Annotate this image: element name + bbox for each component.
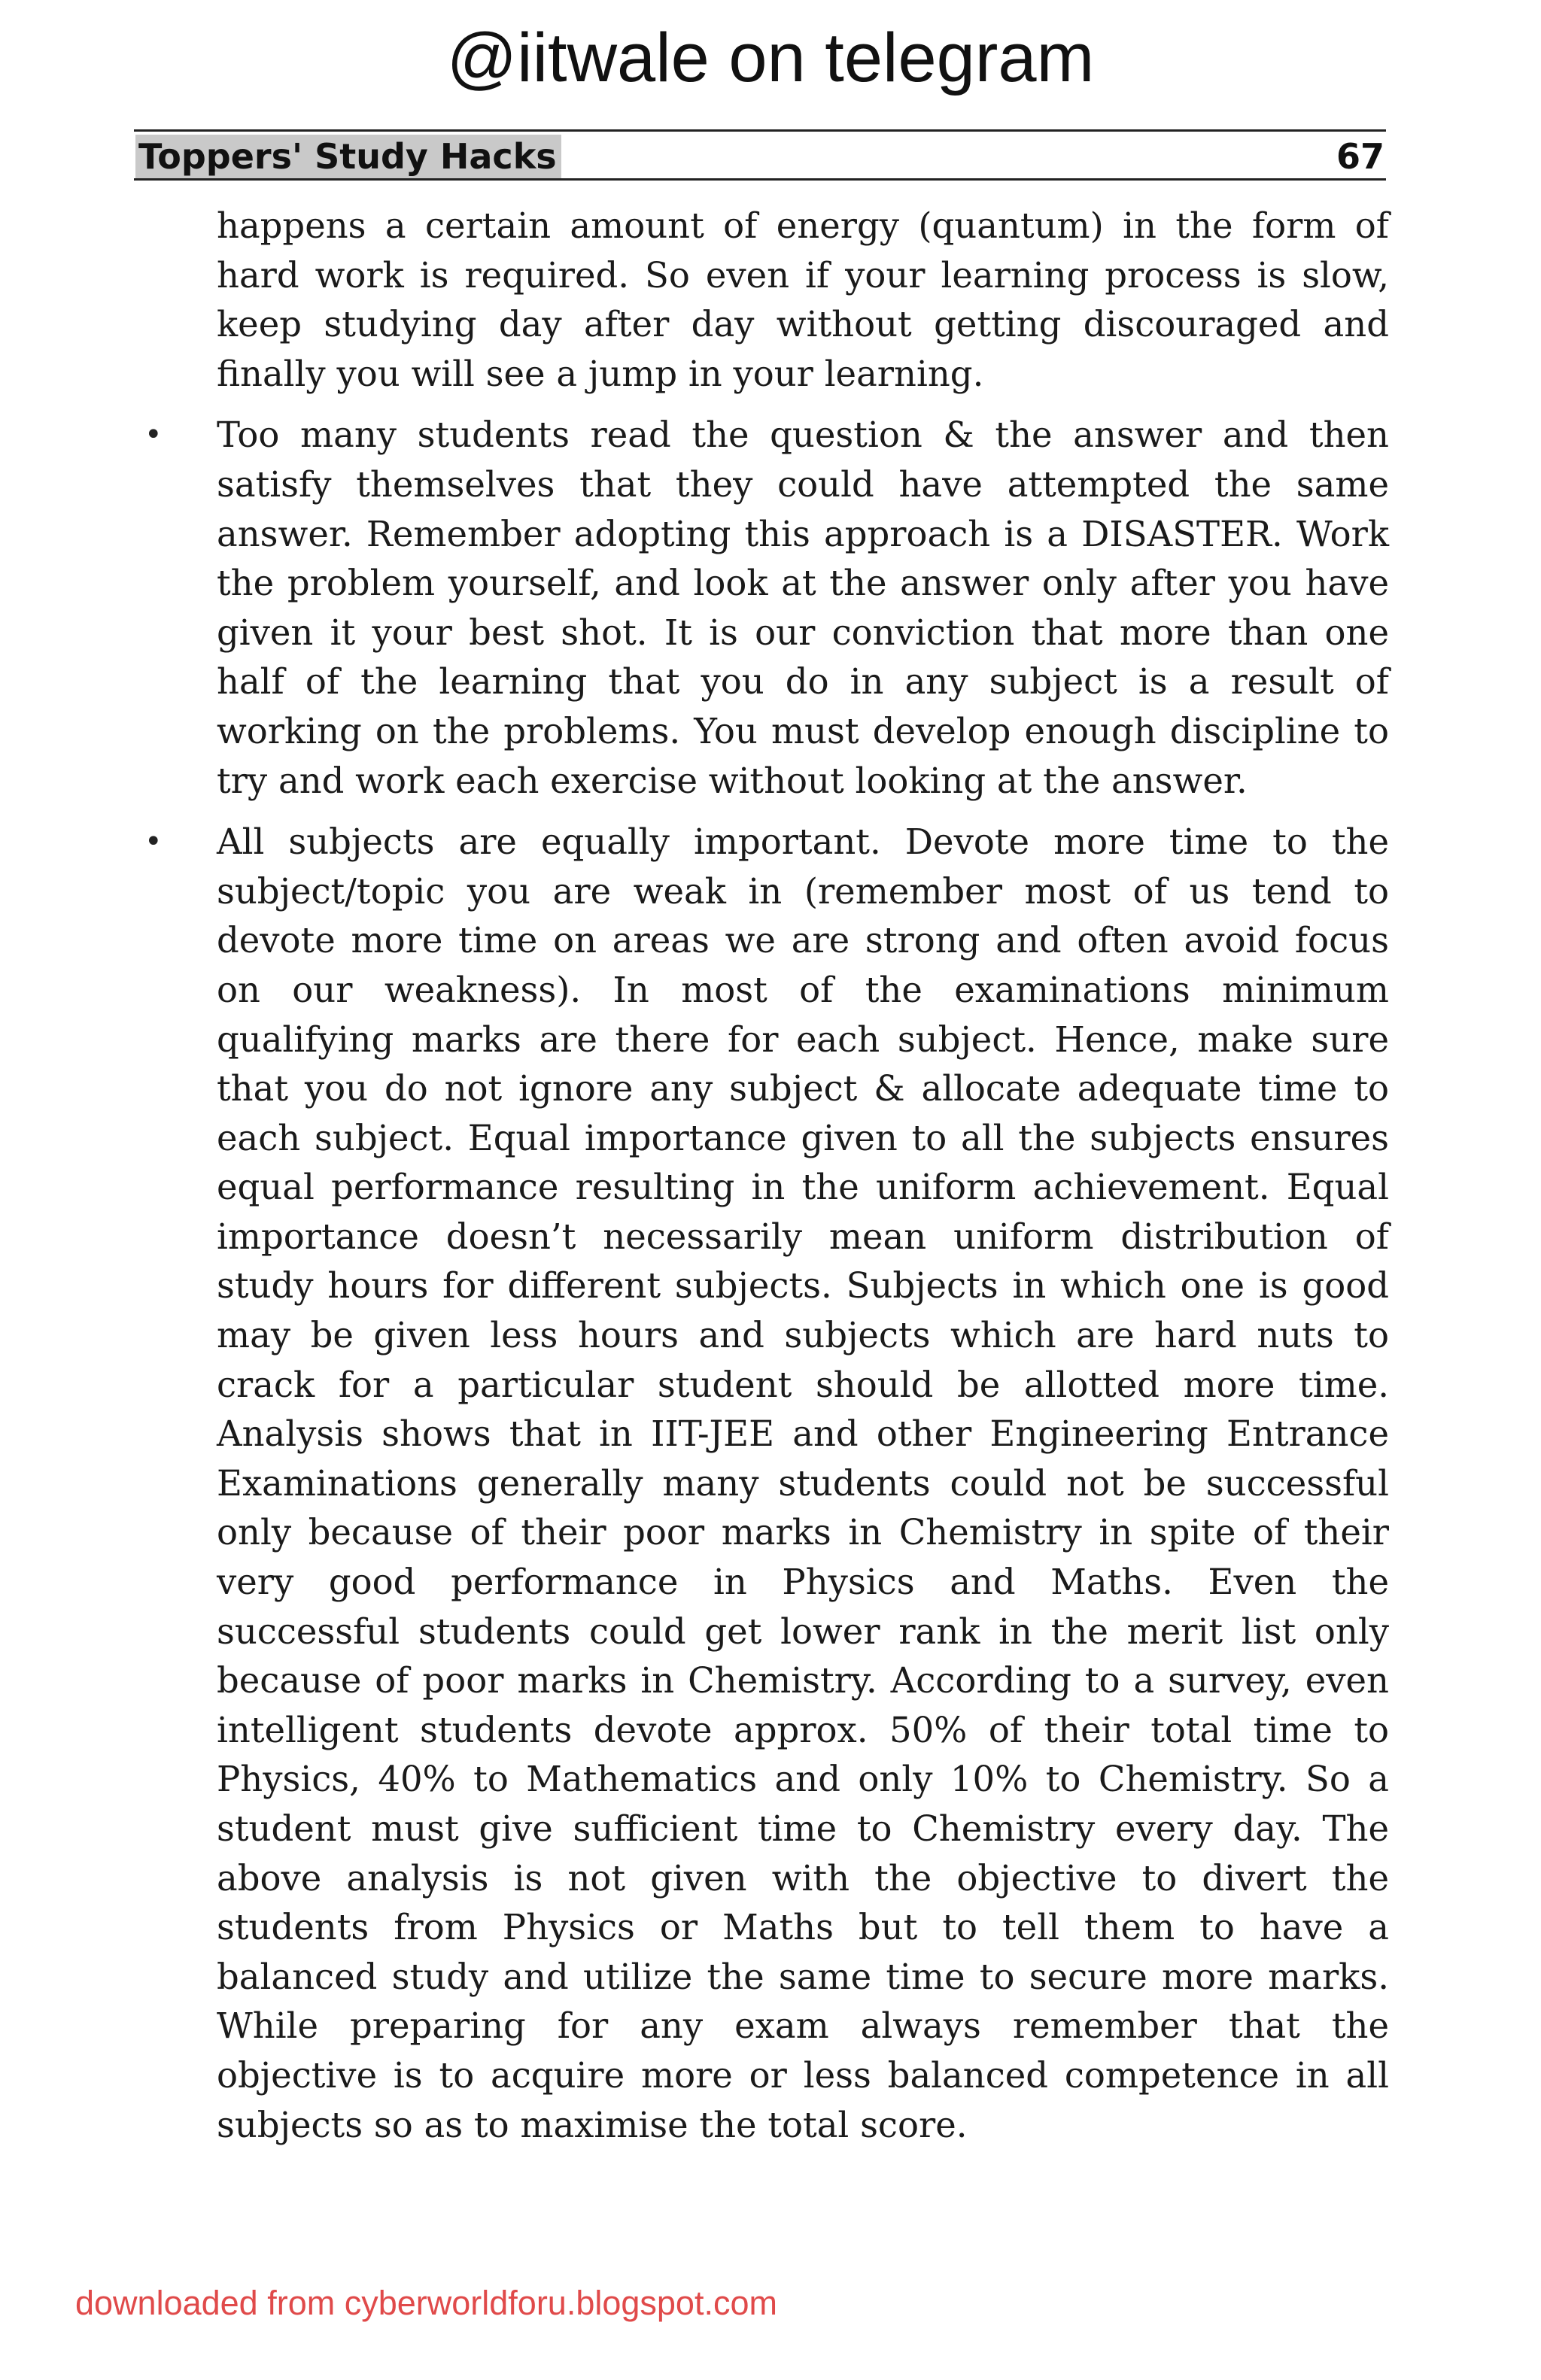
continued-paragraph [217,202,1389,399]
paragraph-text: All subjects are equally important. Devote more time to the subject/topic you are weak in (remember most of us tend to devote more time on areas we are strong and often avoid focus on our weakness). In most of the examinations minimum qualifying marks are there for each subject. Hence, make sure that you do not ignore any subject & allocate adequate time to each subject. Equal importance given to all the subjects ensures equal performance resulting in the uniform achievement. Equal importance doesn’t necessarily mean uniform distribution of study hours for different subjects. Subjects in which one is good may be given less hours and subjects which are hard nuts to crack for a particular student should be allotted more time. Analysis shows that in IIT-JEE and other Engineering Entrance Examinations generally many students could not be successful only because of their poor marks in Chemistry in spite of their very good performance in Physics and Maths. Even the successful students could get lower rank in the merit list only because of poor marks in Chemistry. According to a survey, even intelligent students devote approx. 50% of their total time to Physics, 40% to Mathematics and only 10% to Chemistry. So a student must give sufficient time to Chemistry every day. The above analysis is not given with the objective to divert the students from Physics or Maths but to tell them to have a balanced study and utilize the same time to secure more marks. While preparing for any exam always remember that the objective is to acquire more or less balanced competence in all subjects so as to maximise the total score. [217,821,1389,2145]
book-title: Toppers' Study Hacks [135,135,561,178]
page-number: 67 [1336,136,1384,177]
paragraph-text: happens a certain amount of energy (quantum) in the form of hard work is required. So even if your learning process is slow, keep studying day after day without getting discouraged and finally you will see a jump in your learning. [217,205,1389,394]
page-body [0,202,1541,2150]
download-source-watermark: downloaded from cyberworldforu.blogspot.com [75,2284,777,2322]
bullet-icon: • [144,417,163,453]
bullet-item-subject-balance [144,818,1389,2150]
paragraph-text: Too many students read the question & the answer and then satisfy themselves that they could have attempted the same answer. Remember adopting this approach is a DISASTER. Work the problem yourself, and look at the answer only after you have given it your best shot. It is our conviction that more than one half of the learning that you do in any subject is a result of working on the problems. You must develop enough discipline to try and work each exercise without looking at the answer. [217,414,1389,801]
bullet-icon: • [144,824,163,860]
telegram-watermark: @iitwale on telegram [446,20,1095,96]
bullet-item-practice-problems [144,411,1389,806]
running-header [134,129,1386,181]
